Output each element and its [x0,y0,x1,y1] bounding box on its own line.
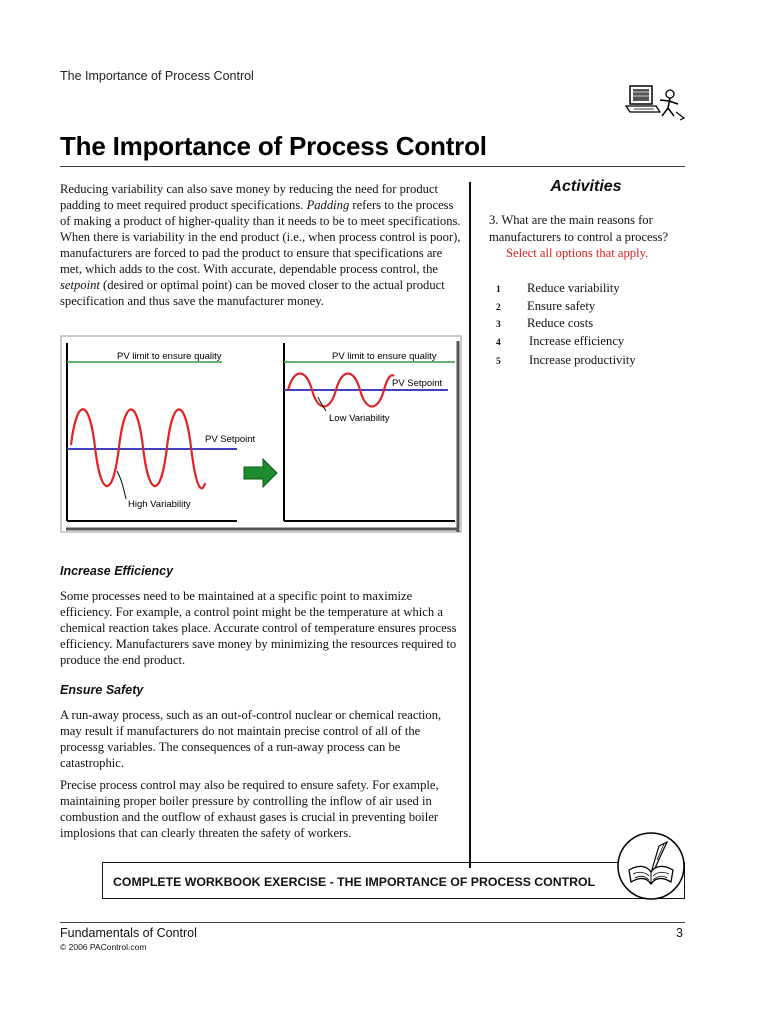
efficiency-heading: Increase Efficiency [60,564,174,578]
activity-question [489,212,719,246]
variability-figure [60,335,462,535]
left-setpoint-label: PV Setpoint [205,434,256,445]
option-increase-efficiency[interactable]: Increase efficiency [529,334,625,348]
option-number: 5 [496,357,501,367]
activities-heading: Activities [550,178,622,195]
workbook-clipart-icon [624,82,688,124]
page-number: 3 [676,926,683,940]
footer-book-title: Fundamentals of Control [60,926,197,940]
activity-instruction: Select all options that apply. [506,246,649,260]
right-setpoint-label: PV Setpoint [392,378,443,389]
footer-divider [60,922,685,923]
right-limit-label: PV limit to ensure quality [332,351,437,362]
running-header: The Importance of Process Control [60,69,254,83]
intro-text-2: refers to the process of making a product of higher-quality than it needs to be to meet specifications. When there is variability in the end product (i.e., when process control is poor), manufacturers are forced to pad the product to ensure that specifications are met, which adds to the cost. With accurate, dependable process control, the [60,198,461,276]
intro-term-setpoint: setpoint [60,278,100,292]
activity-question-text: 3. What are the main reasons for manufacturers to control a process? [489,213,669,244]
left-limit-label: PV limit to ensure quality [117,351,222,362]
title-divider [60,166,685,167]
safety-heading: Ensure Safety [60,683,144,697]
footer-copyright: © 2006 PAControl.com [60,942,147,952]
page-title: The Importance of Process Control [60,131,487,161]
safety-paragraph-2: Precise process control may also be required to ensure safety. For example, maintaining proper boiler pressure by controlling the inflow of air used in combustion and the outflow of exhaust gases is crucial in preventing boiler implosions that can clearly threaten the safety of workers. [60,778,439,840]
option-number: 3 [496,320,501,330]
option-reduce-costs[interactable]: Reduce costs [527,316,594,330]
left-variability-label: High Variability [128,499,191,510]
column-divider [469,182,471,868]
option-increase-productivity[interactable]: Increase productivity [529,353,636,367]
intro-text-3: (desired or optimal point) can be moved closer to the actual product specification and thus save the manufacturer money. [60,278,445,308]
option-number: 2 [496,303,501,313]
option-ensure-safety[interactable]: Ensure safety [527,299,596,313]
intro-term-padding: Padding [306,198,350,212]
option-reduce-variability[interactable]: Reduce variability [527,281,620,295]
efficiency-paragraph: Some processes need to be maintained at a specific point to maximize efficiency. For example, a control point might be the temperature at which a chemical reaction takes place. Accurate control of temperature ensures process efficiency. Manufacturers save money by minimizing the resources required to produce the end product. [60,589,457,667]
safety-paragraph-1: A run-away process, such as an out-of-control nuclear or chemical reaction, may result if manufacturers do not maintain precise control of all of the processg variables. The consequences of a run-away process can be catastrophic. [60,708,442,770]
workbook-exercise-text: COMPLETE WORKBOOK EXERCISE - THE IMPORTANCE OF PROCESS CONTROL [113,875,596,889]
right-variability-label: Low Variability [329,413,390,424]
option-number: 4 [496,338,501,348]
workbook-book-icon [615,830,687,902]
intro-text-1: Reducing variability can also save money by reducing the need for product padding to meet required product specifications. [60,182,439,212]
intro-paragraph [60,181,462,309]
option-number: 1 [496,285,501,295]
